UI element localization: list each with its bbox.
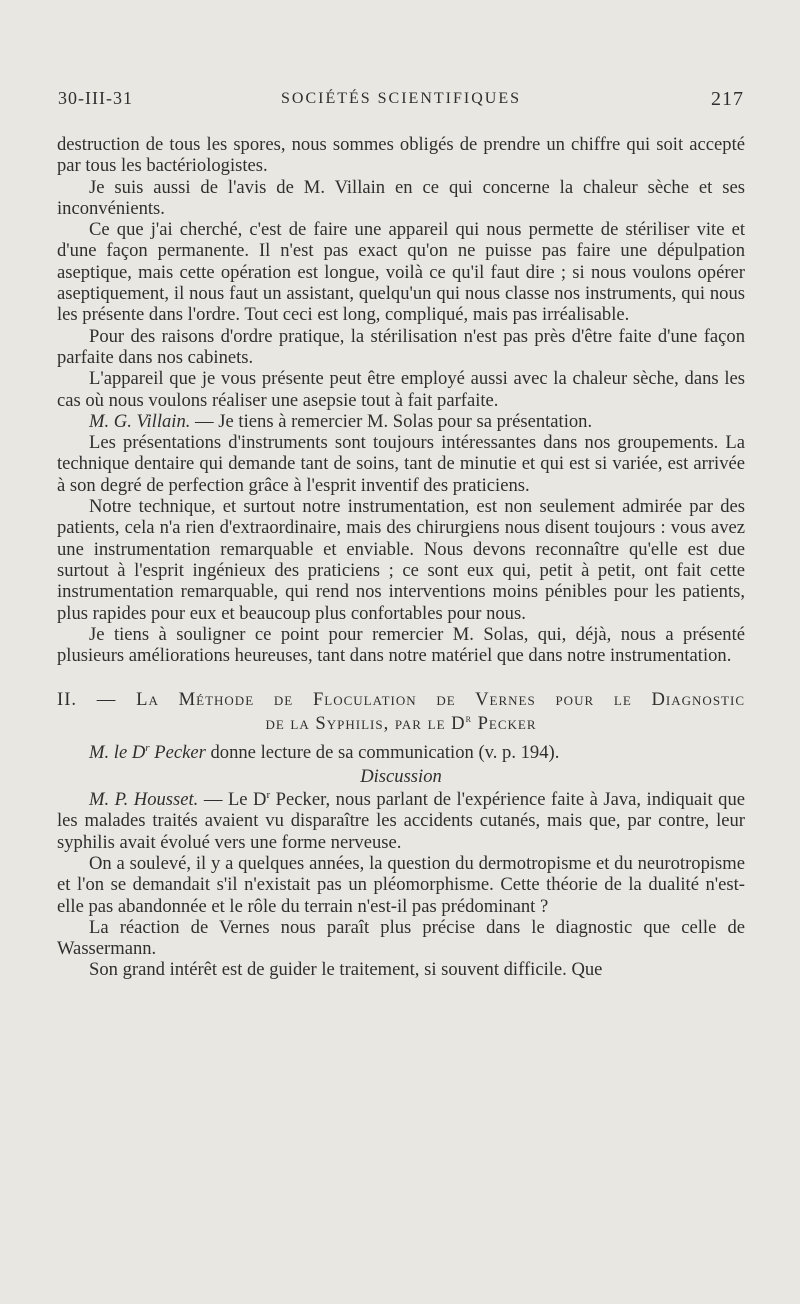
paragraph: Son grand intérêt est de guider le traitement, si souvent difficile. Que bbox=[89, 959, 603, 981]
page-body bbox=[57, 134, 745, 981]
communication-paragraph: M. le $D^r$ Pecker donne lecture de sa communication (v. p. 194). bbox=[89, 742, 560, 764]
paragraph: Je suis aussi de l'avis de M. Villain en ce qui concerne la chaleur sèche et ses inconvénients. bbox=[57, 176, 745, 219]
section-heading bbox=[57, 688, 745, 736]
header-date: 30-III-31 bbox=[58, 88, 133, 108]
section-heading-line2: de la Syphilis, par le $D^r$ Pecker bbox=[265, 713, 537, 735]
paragraph: Pour des raisons d'ordre pratique, la stérilisation n'est pas près d'être faite d'une façon parfaite dans nos cabinets. bbox=[57, 325, 745, 368]
paragraph: Je tiens à souligner ce point pour remercier M. Solas, qui, déjà, nous a présenté plusieurs améliorations heureuses, tant dans notre matériel que dans notre instrumentation. bbox=[57, 623, 745, 667]
paragraph: La réaction de Vernes nous paraît plus précise dans le diagnostic que celle de Wassermann. bbox=[57, 916, 745, 960]
speaker-name: M. le $D^r$ Pecker bbox=[89, 742, 206, 764]
paragraph-text: — Je tiens à remercier M. Solas pour sa présentation. bbox=[190, 410, 593, 432]
paragraph-housset: M. P. Housset. — Le $D^r$ Pecker, nous parlant de l'expérience faite à Java, indiquait que les malades traités avaient vu disparaître les accidents cutanés, mais que, par contre, leur syphilis avait évolué vers une forme nerveuse. bbox=[57, 788, 745, 853]
running-header bbox=[58, 88, 744, 118]
section-heading-line1: II. — La Méthode de Floculation de Vernes pour le Diagnostic bbox=[57, 689, 745, 711]
paragraph: On a soulevé, il y a quelques années, la question du dermotropisme et du neurotropisme et l'on se demandait s'il n'existait pas un pléomorphisme. Cette théorie de la dualité n'est-elle pas abandonnée et le rôle du terrain n'est-il pas prédominant ? bbox=[57, 852, 745, 917]
speaker-name: M. P. Housset. bbox=[89, 789, 199, 811]
paragraph: Ce que j'ai cherché, c'est de faire une appareil qui nous permette de stériliser vite et d'une façon permanente. Il n'est pas exact qu'on ne puisse pas faire une dépulpation aseptique, mais cette opération est longue, voilà ce qu'il faut dire ; si nous voulons opérer aseptiquement, il nous faut un assistant, quelqu'un qui nous classe nos instruments, qui nous les présente dans l'ordre. Tout ceci est long, compliqué, mais pas irréalisable. bbox=[57, 219, 745, 326]
header-title: SOCIÉTÉS SCIENTIFIQUES bbox=[280, 90, 521, 107]
paragraph-villain bbox=[57, 411, 745, 432]
paragraph: Les présentations d'instruments sont toujours intéressantes dans nos groupements. La technique dentaire qui demande tant de soins, tant de minutie et qui est si variée, est arrivée à son degré de perfection grâce à l'esprit inventif des praticiens. bbox=[57, 432, 745, 496]
paragraph: Notre technique, et surtout notre instrumentation, est non seulement admirée par des patients, cela n'a rien d'extraordinaire, mais des chirurgiens nous disent toujours : vous avez une instrumentation remarquable et enviable. Nous devons reconnaître qu'elle est due surtout à l'esprit ingénieux des praticiens ; ce sont eux qui, petit à petit, ont fait cette instrumentation remarquable, qui rend nos interventions moins pénibles pour les patients, plus rapides pour eux et beaucoup plus confortables pour nous. bbox=[57, 496, 745, 624]
page-number: 217 bbox=[711, 88, 744, 110]
paragraph: L'appareil que je vous présente peut être employé aussi avec la chaleur sèche, dans les cas où nous voulons réaliser une asepsie tout à fait parfaite. bbox=[57, 368, 745, 411]
discussion-title: Discussion bbox=[360, 765, 442, 787]
speaker-name: M. G. Villain. bbox=[89, 410, 191, 432]
paragraph: destruction de tous les spores, nous sommes obligés de prendre un chiffre qui soit accepté par tous les bactériologistes. bbox=[57, 134, 745, 177]
